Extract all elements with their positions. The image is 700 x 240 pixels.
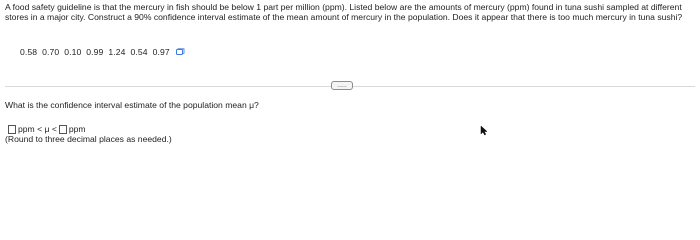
rounding-note: (Round to three decimal places as needed.) — [5, 134, 172, 144]
upper-unit-label: ppm — [68, 124, 86, 134]
mouse-cursor-icon — [480, 123, 489, 134]
lower-unit-label: ppm < μ < — [18, 124, 57, 134]
expand-button[interactable]: ..... — [331, 81, 353, 90]
section-divider — [5, 81, 695, 91]
data-values-row — [20, 47, 185, 57]
lower-bound-input[interactable] — [8, 125, 16, 134]
question-text: A food safety guideline is that the mercury in fish should be below 1 part per million (ppm). Listed below are the amounts of mercury (ppm) found in tuna sushi sampled at different stores in a major city. Construct a 90% confidence interval estimate of the mean amount of mercury in the population. Does it appear that there is too much mercury in tuna sushi? — [5, 2, 683, 23]
prompt-text: What is the confidence interval estimate of the population mean μ? — [5, 100, 259, 110]
data-values: 0.58 0.70 0.10 0.99 1.24 0.54 0.97 — [20, 47, 170, 57]
answer-row — [8, 124, 86, 134]
copy-data-icon[interactable] — [176, 48, 185, 56]
upper-bound-input[interactable] — [59, 125, 67, 134]
